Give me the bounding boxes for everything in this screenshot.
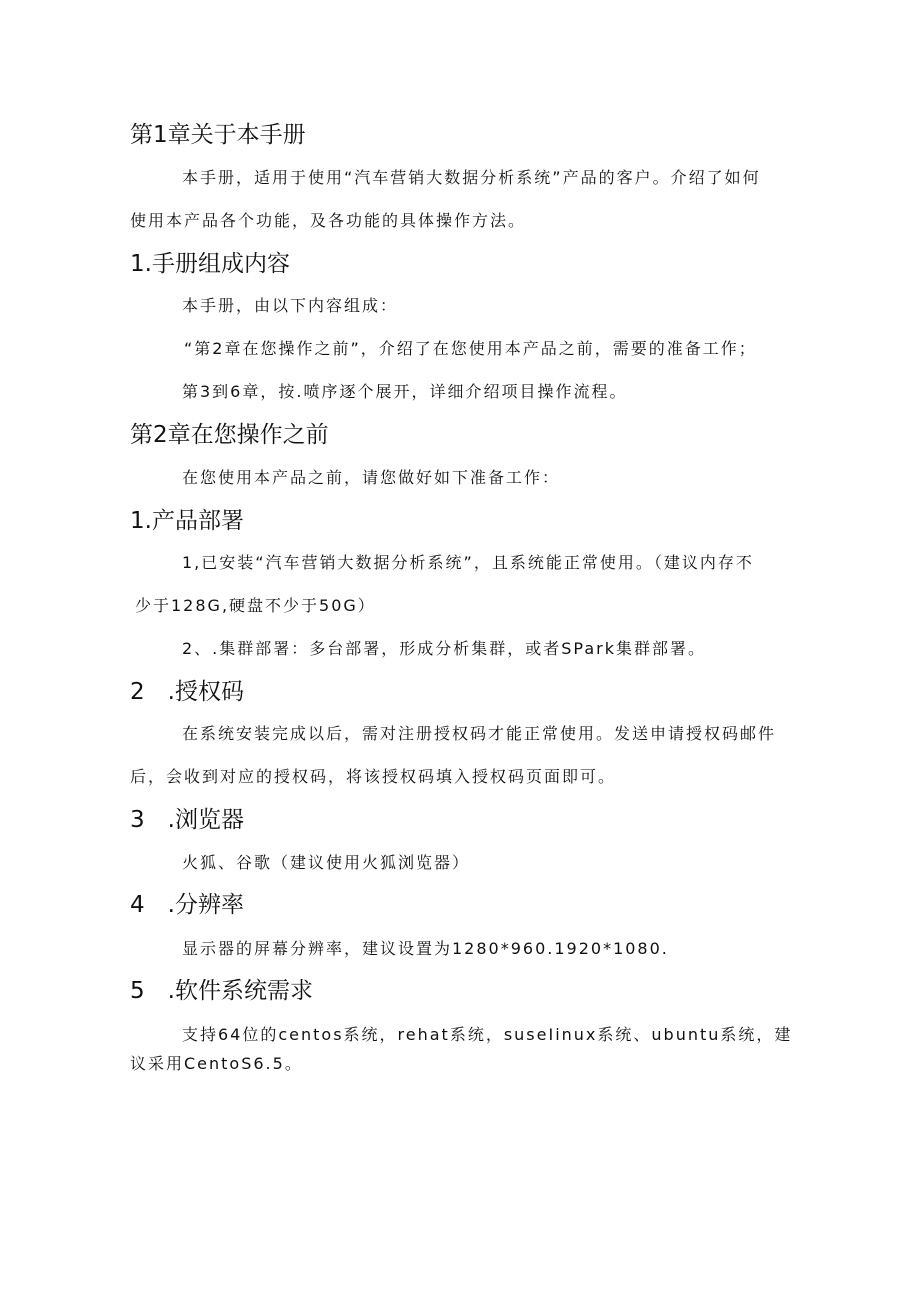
section-software-requirements-title: 5 .软件系统需求 — [130, 978, 313, 1004]
section-manual-contents-title: 1.手册组成内容 — [130, 251, 290, 277]
manual-contents-line2: “第2章在您操作之前”，介绍了在您使用本产品之前，需要的准备工作； — [184, 339, 757, 358]
section-product-deploy-title: 1.产品部署 — [130, 508, 244, 534]
chapter1-intro-line2: 使用本产品各个功能，及各功能的具体操作方法。 — [130, 211, 527, 230]
chapter1-intro-line1: 本手册，适用于使用“汽车营销大数据分析系统”产品的客户。介绍了如何 — [182, 168, 761, 187]
product-deploy-item2: 2、.集群部署：多台部署，形成分析集群，或者SPark集群部署。 — [182, 639, 707, 658]
section-resolution-title: 4 .分辨率 — [130, 892, 244, 918]
software-requirements-line2: 议采用CentoS6.5。 — [130, 1054, 303, 1073]
manual-contents-line1: 本手册，由以下内容组成： — [182, 296, 399, 315]
software-requirements-line1: 支持64位的centos系统，rehat系统，suseIinux系统、ubuntu系统，建 — [182, 1025, 793, 1044]
browser-line1: 火狐、谷歌（建议使用火狐浏览器） — [182, 853, 471, 872]
license-line2: 后，会收到对应的授权码，将该授权码填入授权码页面即可。 — [130, 767, 617, 786]
section-browser-title: 3 .浏览器 — [130, 807, 244, 833]
resolution-line1: 显示器的屏幕分辨率，建议设置为1280*960.1920*1080. — [182, 939, 669, 958]
chapter2-title: 第2章在您操作之前 — [130, 422, 329, 448]
chapter1-title: 第1章关于本手册 — [130, 122, 306, 148]
chapter2-intro: 在您使用本产品之前，请您做好如下准备工作： — [182, 468, 561, 487]
product-deploy-item1-line2: 少于128G,硬盘不少于50G） — [135, 596, 376, 615]
section-license-title: 2 .授权码 — [130, 679, 244, 705]
product-deploy-item1-line1: 1,已安装“汽车营销大数据分析系统”，且系统能正常使用。（建议内存不 — [182, 553, 754, 572]
license-line1: 在系统安装完成以后，需对注册授权码才能正常使用。发送申请授权码邮件 — [182, 724, 777, 743]
manual-contents-line3: 第3到6章，按.喷序逐个展开，详细介绍项目操作流程。 — [182, 382, 628, 401]
